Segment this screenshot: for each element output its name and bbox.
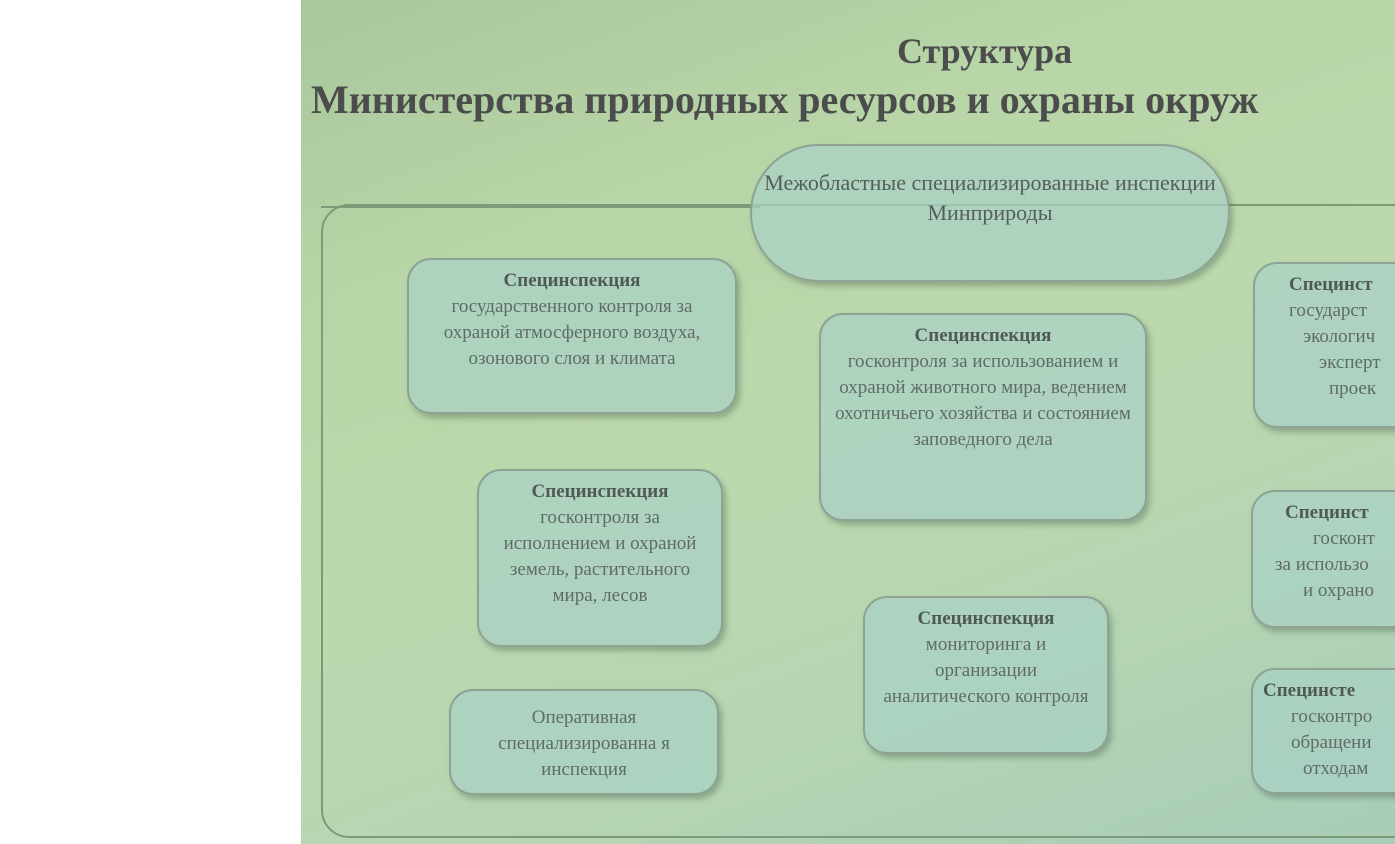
node-right-mid-line-1: госконт: [1313, 528, 1375, 549]
node-right-bottom-line-2: обращени: [1291, 732, 1372, 753]
node-animal-body: госконтроля за использованием и охраной животного мира, ведением охотничьего хозяйства и состоянием заповедного дела: [835, 351, 1131, 450]
node-animal-head: Специнспекция: [914, 325, 1052, 346]
node-right-top-line-4: проек: [1329, 378, 1377, 399]
node-interregional-inspections-text: Межобластные специализированные инспекции Минприроды: [764, 170, 1216, 225]
node-monitoring-body: мониторинга и организации аналитического контроля: [883, 634, 1089, 707]
node-land-body: госконтроля за исполнением и охраной земель, растительного мира, лесов: [503, 507, 697, 606]
node-right-top-line-2: экологич: [1303, 326, 1376, 347]
node-right-mid-line-2: за использо: [1275, 554, 1369, 575]
node-operative-inspection: [449, 689, 719, 795]
title-line-2: Министерства природных ресурсов и охраны окруж: [311, 77, 1259, 122]
title-line-1: Структура: [897, 31, 1073, 71]
node-air-inspection: [407, 258, 737, 414]
frame-top-edge-left: [321, 206, 761, 208]
node-right-bottom-head: Специнсте: [1263, 680, 1356, 701]
node-animal-inspection: [819, 313, 1147, 521]
node-land-head: Специнспекция: [531, 481, 669, 502]
node-right-bottom-line-1: госконтро: [1291, 706, 1373, 727]
node-right-top-head: Специнст: [1289, 274, 1373, 295]
node-right-mid-head: Специнст: [1285, 502, 1369, 523]
node-monitoring-inspection: [863, 596, 1109, 754]
node-air-body: государственного контроля за охраной атмосферного воздуха, озонового слоя и климата: [443, 296, 701, 369]
node-air-head: Специнспекция: [503, 270, 641, 291]
slide: [301, 0, 1395, 844]
node-right-top: [1253, 262, 1395, 428]
node-right-mid-line-3: и охрано: [1303, 580, 1375, 601]
node-monitoring-head: Специнспекция: [917, 608, 1055, 629]
node-right-bottom: [1251, 668, 1395, 794]
node-right-mid: [1251, 490, 1395, 628]
node-operative-body: Оперативная специализированна я инспекция: [498, 707, 670, 780]
node-land-inspection: [477, 469, 723, 647]
node-right-top-line-3: эксперт: [1319, 352, 1381, 373]
node-interregional-inspections: [750, 144, 1230, 282]
node-right-bottom-line-3: отходам: [1303, 758, 1369, 779]
node-right-top-line-1: государст: [1289, 300, 1368, 321]
